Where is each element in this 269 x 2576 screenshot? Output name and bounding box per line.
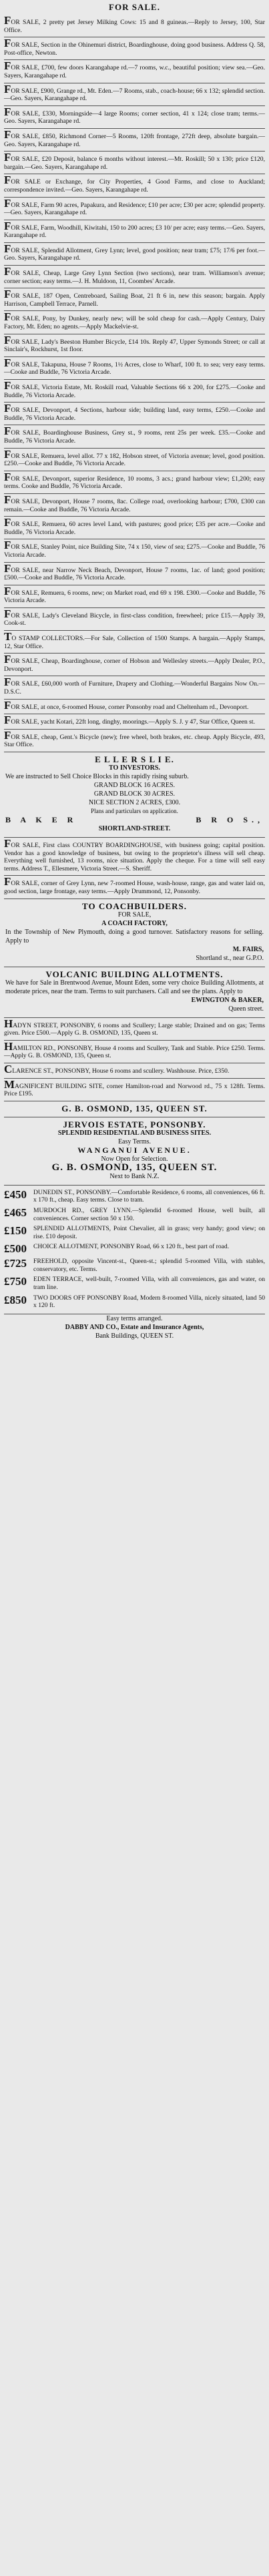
- listing-price: £450: [4, 1188, 27, 1201]
- classified-ad: FOR SALE, Farm, Woodhill, Kiwitahi, 150 to 200 acres; £3 10/ per acre; easy terms.—Geo. Sayers, Karangahape rd.: [4, 220, 265, 243]
- coach-sub: FOR SALE,: [117, 911, 152, 919]
- ellerslie-sub: TO INVESTORS.: [109, 764, 160, 772]
- listing-text: EDEN TERRACE, well-built, 7-roomed Villa, with all conveniences, gas and water, on tram line.: [33, 1276, 265, 1292]
- classified-ad: FOR SALE, Devonport, House 7 rooms, 8ac. College road, overlooking harbour; £700, £300 can remain.—Cooke and Buddle, 76 Victoria Arcade.: [4, 494, 265, 517]
- price-listing: [4, 1256, 265, 1274]
- price-listing: [4, 1274, 265, 1292]
- classified-ad: FOR SALE, £700, few doors Karangahape rd.—7 rooms, w.c., beautiful position; view sea.—Geo. Sayers, Karangahape rd.: [4, 60, 265, 83]
- volcanic-addr: Queen street.: [228, 1005, 264, 1013]
- listing-text: TWO DOORS OFF PONSONBY Road, Modern 8-roomed Villa, nicely situated, land 50 x 120 ft.: [33, 1294, 265, 1310]
- price-listing: [4, 1293, 265, 1311]
- ellerslie-title: E L L E R S L I E.: [95, 754, 174, 764]
- hadyn-street-ad: HADYN STREET, PONSONBY, 6 rooms and Scullery; Large stable; Drained and on gas; Terms given. Price £500.—Apply G. B. OSMOND, 135, Queen st.: [4, 1018, 265, 1041]
- classified-ad: FOR SALE, Farm 90 acres, Papakura, and Residence; £10 per acre; £30 per acre; splendid property.—Geo. Sayers, Karangahape rd.: [4, 198, 265, 220]
- classified-ad: FOR SALE, £850, Richmond Corner—5 Rooms, 120ft frontage, 272ft deep, absolute bargain.—Geo. Sayers, Karangahape rd.: [4, 129, 265, 152]
- listing-text: CHOICE ALLOTMENT, PONSONBY Road, 66 x 120 ft., best part of road.: [33, 1243, 230, 1251]
- jervois-next: Next to Bank N.Z.: [109, 1172, 160, 1180]
- volcanic-display-ad: [4, 967, 265, 1018]
- listing-text: SPLENDID ALLOTMENTS, Point Chevalier, all in grass; very handy; good view; on rise. £10 deposit.: [33, 1225, 265, 1240]
- ads-list: [4, 15, 265, 752]
- classified-ad: FOR SALE, Splendid Allotment, Grey Lynn; level, good position; near tram; £75; 17/6 per foot.—Geo. Sayers, Karangahape rd.: [4, 243, 265, 266]
- firm-left: B A K E R: [5, 815, 77, 824]
- footer-line1: Easy terms arranged.: [106, 1314, 163, 1322]
- jervois-terms: Easy Terms.: [117, 1137, 152, 1145]
- classified-ad: FOR SALE, £900, Grange rd., Mt. Eden.—7 Rooms, stab., coach-house; 66 x 132; splendid section.—Geo. Sayers, Karangahape rd.: [4, 83, 265, 106]
- magnificent-site-ad: MAGNIFICENT BUILDING SITE, corner Hamilton-road and Norwood rd., 75 x 128ft. Terms. Price £195.: [4, 1079, 265, 1101]
- ellerslie-firm: [5, 816, 264, 824]
- coachbuilders-display-ad: [4, 899, 265, 967]
- listing-text: MURDOCH RD., GREY LYNN.—Splendid 6-roomed House, well built, all conveniences. Corner section 50 x 150.: [33, 1206, 265, 1222]
- classified-ad: TO STAMP COLLECTORS.—For Sale, Collection of 1500 Stamps. A bargain.—Apply Stamps, 12, Star Office.: [4, 631, 265, 654]
- price-listing: [4, 1242, 265, 1256]
- classified-ad: FOR SALE, Pony, by Dunkey, nearly new; will be sold cheap for cash.—Apply Century, Dairy Factory, Mt. Eden; no agents.—Apply Mackelvie-st.: [4, 311, 265, 334]
- classified-ad: FOR SALE, at once, 6-roomed House, corner Ponsonby road and Cheltenham rd., Devonport.: [4, 700, 265, 715]
- price-listings: [4, 1186, 265, 1314]
- clarence-street-ad: CLARENCE ST., PONSONBY, House 6 rooms and scullery. Washhouse. Price, £350.: [4, 1063, 265, 1079]
- country-boardinghouse-ad: FOR SALE, First class COUNTRY BOARDINGHOUSE, with business going; capital position. Vendor has a good knowledge of business, but owing to the proprietor's illness will sell cheap. Everything well furnished, 13 rooms, nice situation. Apply the cheque. For a time will sell easy terms. Address T., Ellesmere, Victoria Street.—S. Sheriff.: [4, 838, 265, 876]
- listing-text: FREEHOLD, opposite Vincent-st., Queen-st.; splendid 5-roomed Villa, with stables, conservatory, etc. Terms.: [33, 1258, 265, 1273]
- listing-price: £500: [4, 1242, 27, 1256]
- jervois-opens: Now Open for Selection.: [101, 1155, 168, 1163]
- osmond-signature: [4, 1101, 265, 1117]
- classified-ad: FOR SALE, £20 Deposit, balance 6 months without interest.—Mt. Roskill; 50 x 130; price £120, bargain.—Geo. Sayers, Karangahape rd.: [4, 152, 265, 174]
- jervois-road: WANGANUI AVENUE.: [77, 1145, 192, 1155]
- classified-ad: FOR SALE, Remuera, level allot. 77 x 182, Hobson street, of Victoria avenue; level, good position. £250.—Cooke and Buddle, 76 Victoria Arcade.: [4, 449, 265, 471]
- classified-ad: FOR SALE, near Narrow Neck Beach, Devonport, House 7 rooms, 1ac. of land; good position; £500.—Cooke and Buddle, 76 Victoria Arcade.: [4, 563, 265, 585]
- listing-price: £750: [4, 1275, 27, 1288]
- listing-text: DUNEDIN ST., PONSONBY.—Comfortable Residence, 6 rooms, all conveniences, 66 ft. x 170 ft., cheap. Easy terms. Close to tram.: [33, 1188, 265, 1204]
- classified-ad: FOR SALE, Takapuna, House 7 Rooms, 1½ Acres, close to Wharf, 100 ft. to sea; very easy terms.—Cooke and Buddle, 76 Victoria Arcade.: [4, 357, 265, 380]
- coach-text: In the Township of New Plymouth, doing a good turnover. Satisfactory reasons for selling. Apply to: [5, 928, 264, 945]
- volcanic-title: VOLCANIC BUILDING ALLOTMENTS.: [45, 969, 224, 979]
- classified-ad: FOR SALE, Cheap, Boardinghouse, corner of Hobson and Wellesley streets.—Apply Dealer, P.O., Devonport.: [4, 654, 265, 676]
- listing-price: £850: [4, 1293, 27, 1306]
- classified-ad: FOR SALE, 187 Open, Centreboard, Sailing Boat, 21 ft 6 in, new this season; bargain. Apply Harrison, Campbell Terrace, Parnell.: [4, 288, 265, 311]
- ellerslie-text: We are instructed to Sell Choice Blocks in this rapidly rising suburb.: [5, 773, 189, 780]
- classified-ad: FOR SALE, Boardinghouse Business, Grey st., 9 rooms, rent 25s per week. £35.—Cooke and Buddle, 76 Victoria Arcade.: [4, 425, 265, 448]
- coach-line: A COACH FACTORY,: [101, 919, 168, 927]
- classified-ad: FOR SALE, Remuera, 60 acres level Land, with pastures; good price; £35 per acre.—Cooke and Buddle, 76 Victoria Arcade.: [4, 517, 265, 539]
- price-listing: [4, 1224, 265, 1242]
- coach-title: TO COACHBUILDERS.: [82, 900, 187, 911]
- listing-price: £465: [4, 1206, 27, 1219]
- ellerslie-line2: GRAND BLOCK 30 ACRES.: [93, 790, 176, 798]
- classified-ad: FOR SALE, £60,000 worth of Furniture, Drapery and Clothing.—Wonderful Bargains Now On.—D.S.C.: [4, 676, 265, 699]
- classified-ad: FOR SALE, cheap, Gent.'s Bicycle (new); free wheel, both brakes, etc. cheap. Apply Bicycle, 493, Star Office.: [4, 730, 265, 752]
- classified-ad: FOR SALE, Section in the Ohinemuri district, Boardinghouse, doing good business. Address Q. 58, Post-office, Newton.: [4, 37, 265, 60]
- classified-ad: FOR SALE, Lady's Cleveland Bicycle, in first-class condition, freewheel; price £15.—Apply 39, Cook-st.: [4, 608, 265, 631]
- volcanic-firm: EWINGTON & BAKER,: [191, 996, 264, 1004]
- listing-price: £725: [4, 1257, 27, 1270]
- ellerslie-plans: Plans and particulars on application.: [91, 808, 178, 814]
- footer-addr: Bank Buildings, QUEEN ST.: [95, 1332, 174, 1340]
- classified-ad: FOR SALE or Exchange, for City Properties, 4 Good Farms, and close to Auckland; correspondence invited.—Geo. Sayers, Karangahape rd.: [4, 174, 265, 197]
- ellerslie-line1: GRAND BLOCK 16 ACRES.: [93, 782, 176, 789]
- coach-addr: Shortland st., near G.P.O.: [196, 954, 264, 962]
- jervois-title: JERVOIS ESTATE, PONSONBY.: [63, 1119, 206, 1129]
- classified-ad: FOR SALE, £330, Morningside—4 large Rooms; corner section, 41 x 124; close tram; terms.—Geo. Sayers, Karangahape rd.: [4, 106, 265, 129]
- hamilton-road-ad: HAMILTON RD., PONSONBY, House 4 rooms and Scullery, Tank and Stable. Price £250. Terms.—Apply G. B. OSMOND, 135, Queen st.: [4, 1041, 265, 1063]
- footer: [4, 1314, 265, 1340]
- volcanic-text: We have for Sale in Brentwood Avenue, Mount Eden, some very choice Building Allotments, at moderate prices, near the tram. Terms to suit purchasers. Call and see the plans. Apply to: [5, 979, 264, 995]
- classified-ad: FOR SALE, Lady's Beeston Humber Bicycle, £14 10s. Reply 47, Upper Symonds Street; or call at Sinclair's, Rockhurst, 1st floor.: [4, 334, 265, 357]
- classified-ad: FOR SALE, Victoria Estate, Mt. Roskill road, Valuable Sections 66 x 200, for £275.—Cooke and Buddle, 76 Victoria Arcade.: [4, 380, 265, 403]
- footer-firm: DABBY AND CO., Estate and Insurance Agents,: [65, 1323, 204, 1331]
- price-listing: [4, 1188, 265, 1206]
- jervois-display-ad: [4, 1117, 265, 1186]
- classified-ad: FOR SALE, 2 pretty pet Jersey Milking Cows: 15 and 8 guineas.—Reply to Jersey, 100, Star Office.: [4, 15, 265, 37]
- ellerslie-address: SHORTLAND-STREET.: [98, 825, 171, 832]
- ellerslie-line3: NICE SECTION 2 ACRES, £300.: [88, 799, 181, 806]
- classified-ad: FOR SALE, yacht Kotari, 22ft long, dinghy, moorings.—Apply S. J. y 47, Star Office, Queen st.: [4, 714, 265, 730]
- listing-price: £150: [4, 1224, 27, 1238]
- section-heading: FOR SALE.: [109, 2, 160, 12]
- coach-name: M. FAIRS,: [232, 945, 264, 953]
- firm-right: B R O S.,: [196, 815, 264, 824]
- jervois-firm: G. B. OSMOND, 135, QUEEN ST.: [51, 1162, 218, 1173]
- jervois-sub: SPLENDID RESIDENTIAL AND BUSINESS SITES.: [57, 1129, 212, 1137]
- ellerslie-display-ad: [4, 752, 265, 838]
- classified-ad: FOR SALE, Devonport, 4 Sections, harbour side; building land, easy terms, £250.—Cooke and Buddle, 76 Victoria Arcade.: [4, 403, 265, 425]
- grey-lynn-ad: FOR SALE, corner of Grey Lynn, new 7-roomed House, wash-house, range, gas and water laid on, good section, large frontage, easy terms.—Apply Drummond, 12, Ponsonby.: [4, 876, 265, 898]
- classified-ad: FOR SALE, Stanley Point, nice Building Site, 74 x 150, view of sea; £275.—Cooke and Buddle, 76 Victoria Arcade.: [4, 539, 265, 562]
- classified-ad: FOR SALE, Devonport, superior Residence, 10 rooms, 3 acs.; grand harbour view; £1,200; easy terms. Cooke and Buddle, 76 Victoria Arcade.: [4, 471, 265, 494]
- osmond-name: G. B. OSMOND, 135, QUEEN ST.: [61, 1103, 208, 1113]
- classified-ad: FOR SALE, Cheap, Large Grey Lynn Section (two sections), near tram. Williamson's avenue; corner section; easy terms.—J. H. Muldoon, 11, Coombes' Arcade.: [4, 266, 265, 288]
- price-listing: [4, 1206, 265, 1224]
- classified-ad: FOR SALE, Remuera, 6 rooms, new; on Market road, end 69 x 198. £300.—Cooke and Buddle, 76 Victoria Arcade.: [4, 585, 265, 608]
